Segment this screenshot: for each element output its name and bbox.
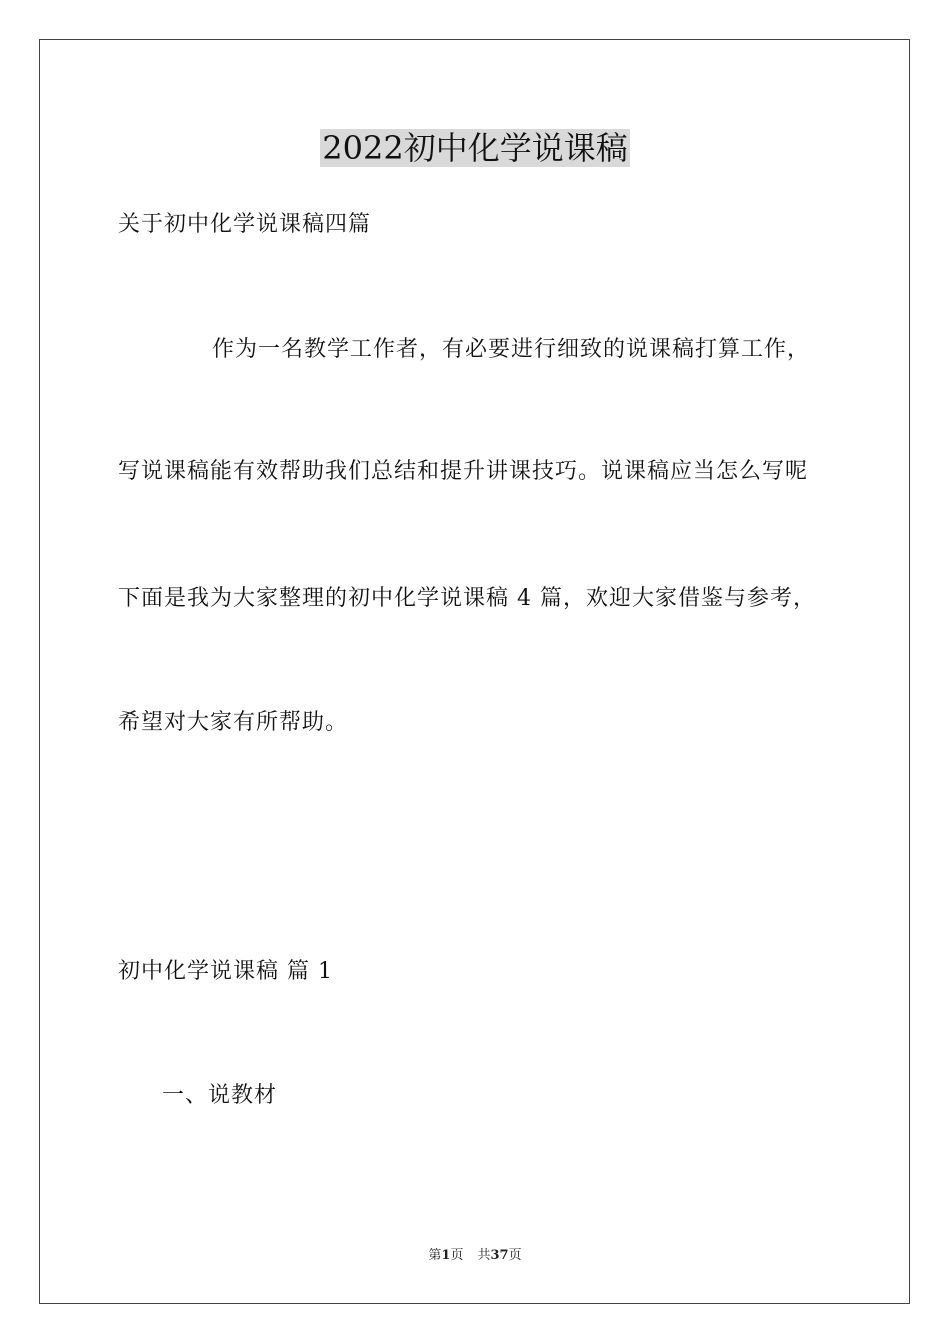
paragraph-line-1: 作为一名教学工作者，有必要进行细致的说课稿打算工作， — [212, 337, 811, 362]
document-subtitle: 关于初中化学说课稿四篇 — [118, 212, 372, 237]
document-title-container — [0, 128, 950, 168]
footer-page-number: 1 — [441, 1248, 451, 1263]
footer-page-prefix: 第 — [428, 1248, 442, 1263]
document-title: 2022初中化学说课稿 — [322, 129, 628, 167]
footer-total-pages: 37 — [490, 1248, 509, 1263]
paragraph-line-4: 希望对大家有所帮助。 — [118, 710, 349, 735]
subsection-heading: 一、说教材 — [162, 1083, 278, 1108]
footer-total-prefix: 共 — [477, 1248, 491, 1263]
section-heading: 初中化学说课稿 篇 1 — [118, 959, 333, 984]
footer-page-suffix: 页 — [450, 1248, 464, 1263]
paragraph-line-3: 下面是我为大家整理的初中化学说课稿 4 篇，欢迎大家借鉴与参考， — [118, 586, 816, 611]
footer-total-suffix: 页 — [508, 1248, 522, 1263]
paragraph-line-2: 写说课稿能有效帮助我们总结和提升讲课技巧。说课稿应当怎么写呢 — [118, 459, 809, 484]
page-footer — [0, 1247, 950, 1265]
